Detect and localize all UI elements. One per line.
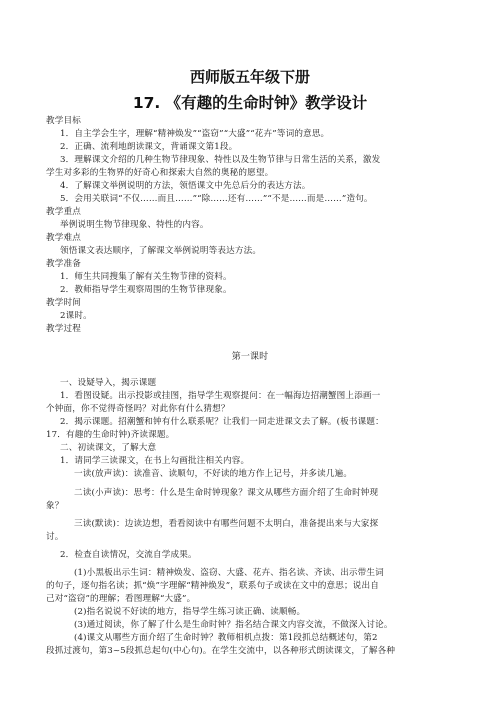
paragraph-line: 1．请同学三读课文，在书上勾画批注相关内容。 <box>60 456 250 466</box>
paragraph-line: 2课时。 <box>60 311 92 321</box>
heading-difficult-points: 教学难点 <box>46 233 81 243</box>
paragraph-line: 象？ <box>46 501 64 511</box>
paragraph-line: 2．教师指导学生观察周围的生物节律现象。 <box>60 285 232 295</box>
paragraph-line: 2．检查自读情况，交流自学成果。 <box>60 550 197 560</box>
document-title: 西师版五年级下册 <box>189 68 310 86</box>
paragraph-line: (4)课文从哪些方面介绍了生命时钟？教师相机点拨：第1段抓总结概述句，第2 <box>74 633 378 643</box>
step-heading: 二、初读课文，了解大意 <box>60 443 157 453</box>
paragraph-line: 3．理解课文介绍的几种生物节律现象、特性以及生物节律与日常生活的关系，激发 <box>60 155 381 165</box>
heading-key-points: 教学重点 <box>46 207 81 217</box>
paragraph-line: 段抓过渡句，第3~5段抓总起句(中心句)。在学生交流中，以各种形式朗读课文，了解各种 <box>46 646 396 656</box>
paragraph-line: 4．了解课文举例说明的方法，领悟课文中先总后分的表达方法。 <box>60 181 311 191</box>
paragraph-line: 己对“盗窃”的理解；看图理解“大盛”。 <box>46 594 196 604</box>
paragraph-line: (2)指名说说不好读的地方，指导学生练习读正确、读顺畅。 <box>74 607 306 617</box>
heading-teaching-process: 教学过程 <box>46 324 81 334</box>
paragraph-line: 1．自主学会生字，理解“精神焕发”“盗窃”“大盛”“花卉”等词的意思。 <box>60 129 330 139</box>
paragraph-line: 2．揭示课题。招潮蟹和钟有什么联系呢？让我们一同走进课文去了解。(板书课题： <box>60 417 384 427</box>
heading-teaching-time: 教学时间 <box>46 298 81 308</box>
paragraph-line: 二读(小声读)：思考：什么是生命时钟现象？课文从哪些方面介绍了生命时钟现 <box>74 488 379 498</box>
paragraph-line: 17．有趣的生命时钟)齐读课题。 <box>46 430 175 440</box>
paragraph-line: 三读(默读)：边读边想，看看阅读中有哪些问题不太明白，准备提出来与大家探 <box>74 519 379 529</box>
section-heading-first-lesson: 第一课时 <box>231 352 269 362</box>
paragraph-line: (3)通过阅读，你了解了什么是生命时钟？指名结合课文内容交流，不做深入讨论。 <box>74 620 393 630</box>
document-subtitle: 17. 《有趣的生命时钟》教学设计 <box>132 94 368 112</box>
heading-teaching-goals: 教学目标 <box>46 116 81 126</box>
paragraph-line: 学生对多彩的生物界的好奇心和探索大自然的奥秘的愿望。 <box>46 168 274 178</box>
paragraph-line: 的句子，逐句指名读；抓“焕”字理解“精神焕发”，联系句子或读在文中的意思；说出自 <box>46 581 379 591</box>
paragraph-line: (1)小黑板出示生词：精神焕发、盗窃、大盛、花卉、指名读、齐读、出示带生词 <box>74 568 384 578</box>
paragraph-line: 1．师生共同搜集了解有关生物节律的资料。 <box>60 272 232 282</box>
paragraph-line: 讨。 <box>46 532 64 542</box>
paragraph-line: 2．正确、流利地朗读课文，背诵课文第1段。 <box>60 142 238 152</box>
step-heading: 一、设疑导入，揭示课题 <box>60 378 157 388</box>
heading-preparation: 教学准备 <box>46 259 81 269</box>
paragraph-line: 5．会用关联词“不仅……而且……”“除……还有……”“不是……而是……”造句。 <box>60 194 373 204</box>
paragraph-line: 一读(放声读)：读准音、读顺句，不好读的地方作上记号，并多读几遍。 <box>74 469 353 479</box>
paragraph-line: 领悟课文表达顺序，了解课文举例说明等表达方法。 <box>60 246 262 256</box>
paragraph-line: 个钟面，你不觉得奇怪吗？对此你有什么猜想？ <box>46 404 230 414</box>
paragraph-line: 举例说明生物节律现象、特性的内容。 <box>60 220 209 230</box>
paragraph-line: 1．看图设疑。出示投影或挂图，指导学生观察提问：在一幅海边招潮蟹图上添画一 <box>60 391 381 401</box>
